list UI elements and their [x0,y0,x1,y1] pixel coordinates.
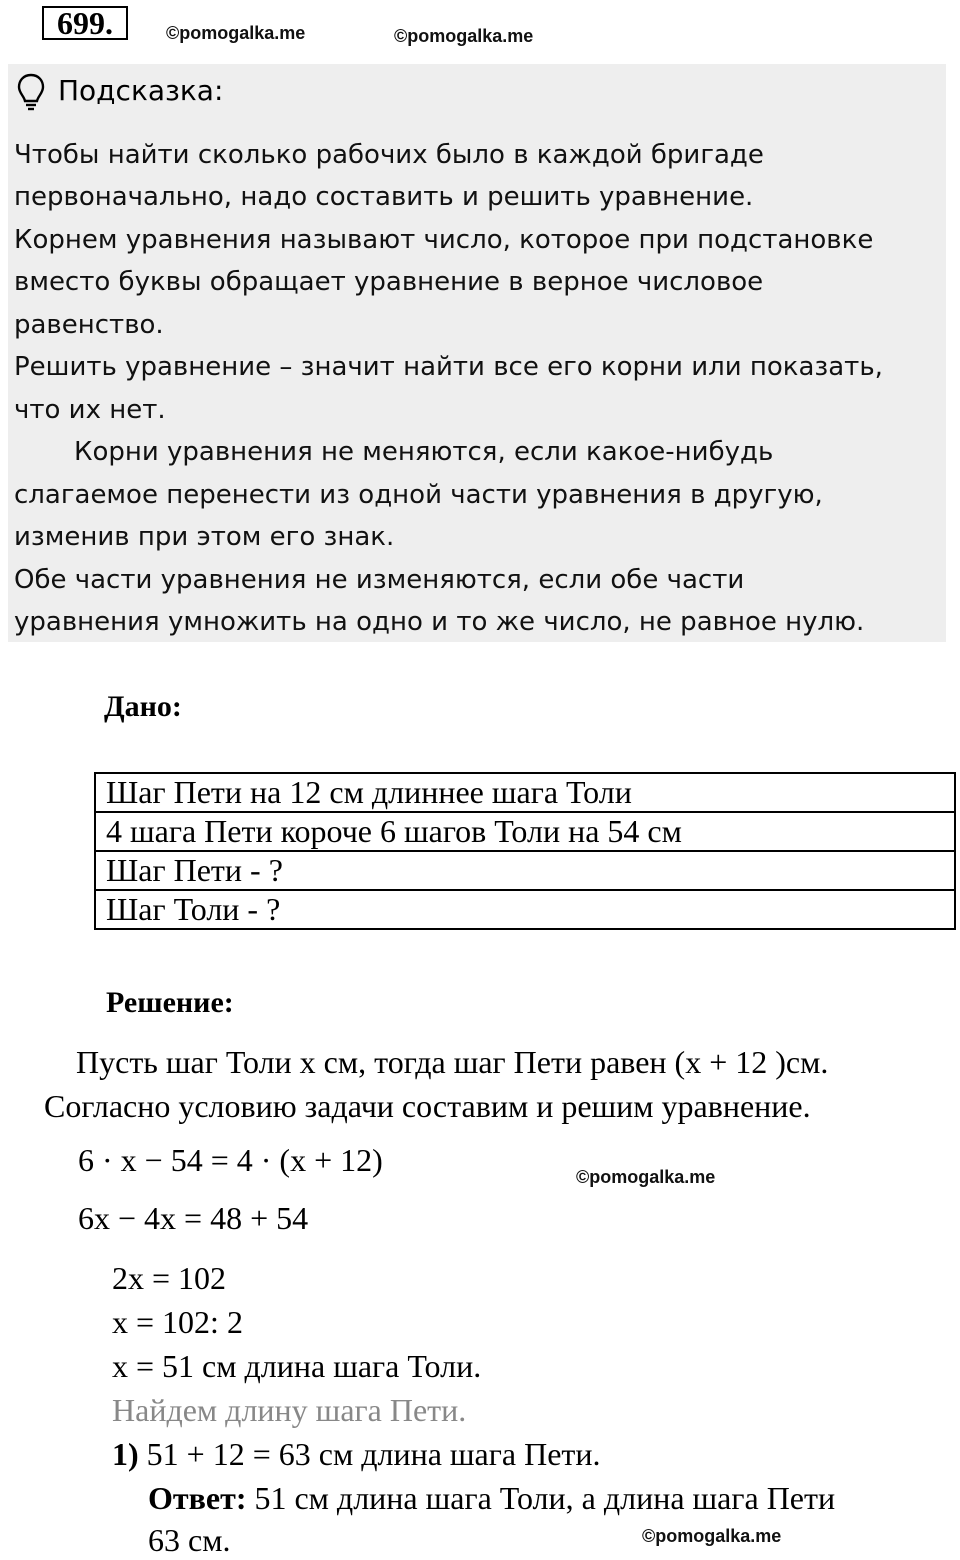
solution-title: Решение: [106,986,234,1019]
watermark: ©pomogalka.me [394,26,534,46]
table-row [95,812,955,851]
watermark: ©pomogalka.me [576,1167,716,1187]
hint-text-line: Решить уравнение – значит найти все его корни или показать, [14,352,883,382]
hint-text-line: Корни уравнения не меняются, если какое-нибудь [74,437,774,467]
equation: x = 51 см длина шага Толи. [112,1348,482,1384]
equation: 2x = 102 [112,1260,227,1296]
hint-text-line: первоначально, надо составить и решить уравнение. [14,182,754,212]
solution-intro: Пусть шаг Толи х см, тогда шаг Пети равен (x + 12 )см. [76,1044,829,1080]
hint-text-line: вместо буквы обращает уравнение в верное числовое [14,267,764,297]
hint-text-line: изменив при этом его знак. [14,522,395,552]
given-condition: 4 шага Пети короче 6 шагов Толи на 54 см [95,812,955,851]
table-row [95,890,955,929]
answer [148,1478,835,1518]
watermark: ©pomogalka.me [642,1526,782,1546]
hint-title: Подсказка: [58,74,224,107]
hint-text-line: слагаемое перенести из одной части уравнения в другую, [14,480,823,510]
equation: 6 · x − 54 = 4 · (x + 12) [78,1142,383,1178]
equation: 6x − 4x = 48 + 54 [78,1200,309,1236]
solution-note: Найдем длину шага Пети. [112,1392,467,1428]
equation: x = 102: 2 [112,1304,243,1340]
hint-text-line: Корнем уравнения называют число, которое при подстановке [14,225,874,255]
given-condition: Шаг Пети на 12 см длиннее шага Толи [95,773,955,812]
given-question: Шаг Толи - ? [95,890,955,929]
table-row [95,773,955,812]
given-title: Дано: [104,690,182,723]
hint-text-line: что их нет. [14,395,166,425]
hint-text-line: равенство. [14,310,164,340]
hint-text-line: уравнения умножить на одно и то же число, не равное нулю. [14,607,865,637]
step-number: 1) [112,1436,139,1472]
answer-text: 51 см длина шага Толи, а длина шага Пети [246,1480,836,1516]
hint-text-line: Чтобы найти сколько рабочих было в каждой бригаде [14,140,764,170]
answer-label: Ответ: [148,1480,247,1516]
table-row [95,851,955,890]
task-number: 699. [42,6,128,40]
solution-step [112,1434,601,1474]
hint-text-line: Обе части уравнения не изменяются, если обе части [14,565,745,595]
lightbulb-icon [16,72,46,112]
solution-intro: Согласно условию задачи составим и решим уравнение. [44,1088,811,1124]
given-question: Шаг Пети - ? [95,851,955,890]
given-table [94,772,956,930]
watermark: ©pomogalka.me [166,23,306,43]
step-text: 51 + 12 = 63 см длина шага Пети. [146,1436,601,1472]
answer-text: 63 см. [148,1522,231,1558]
